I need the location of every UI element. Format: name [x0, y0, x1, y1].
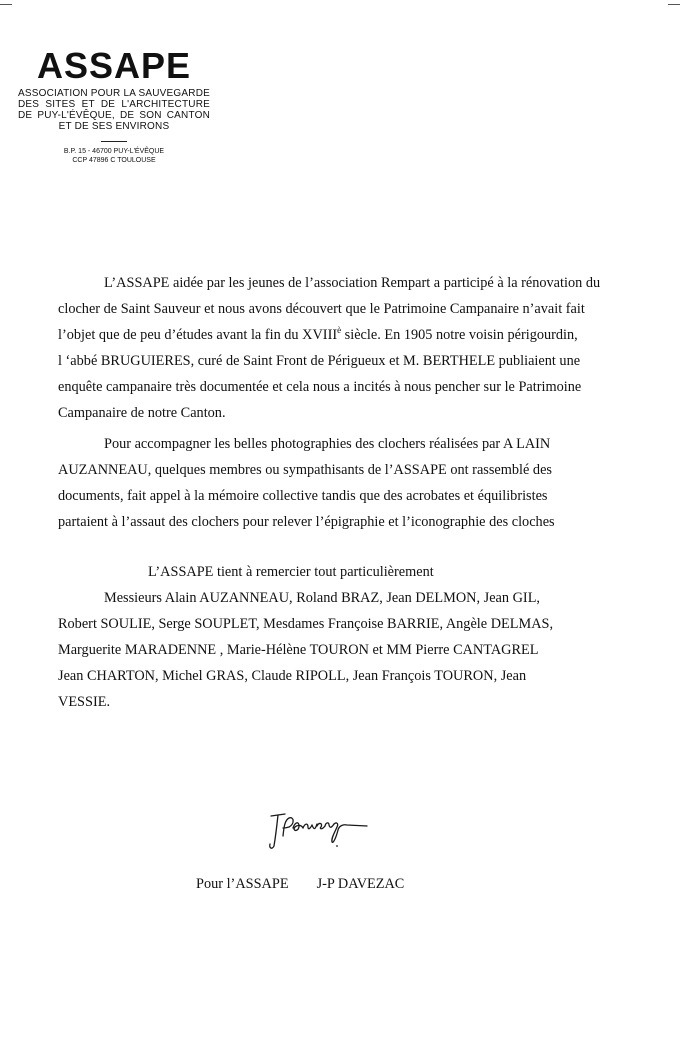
- organization-description-line: DES SITES ET DE L'ARCHITECTURE: [18, 99, 210, 110]
- text-line: Pour accompagner les belles photographies des clochers réalisées par A LAIN: [104, 436, 551, 452]
- paragraph-intro: [58, 270, 640, 426]
- organization-name: ASSAPE: [36, 45, 192, 86]
- letterhead-divider: [101, 141, 127, 142]
- text-line: partaient à l’assaut des clochers pour relever l’épigraphie et l’iconographie des cloches: [58, 514, 555, 530]
- text-line: documents, fait appel à la mémoire collective tandis que des acrobates et équilibristes: [58, 488, 548, 504]
- text-line: L’ASSAPE aidée par les jeunes de l’association Rempart a participé à la rénovation du: [104, 275, 601, 291]
- thanks-names-line: Marguerite MARADENNE , Marie-Hélène TOURON et MM Pierre CANTAGREL: [58, 642, 539, 658]
- text-line: clocher de Saint Sauveur et nous avons découvert que le Patrimoine Campanaire n’avait fait: [58, 301, 585, 317]
- superscript: è: [337, 325, 342, 336]
- text-line: Campanaire de notre Canton.: [58, 405, 226, 421]
- organization-description-line: ET DE SES ENVIRONS: [58, 121, 170, 132]
- scan-edge-mark: [0, 4, 12, 5]
- organization-description-line: ASSOCIATION POUR LA SAUVEGARDE: [18, 88, 210, 99]
- paragraph-thanks: [58, 559, 640, 715]
- scan-edge-mark: [668, 4, 680, 5]
- postal-account: CCP 47896 C TOULOUSE: [72, 157, 156, 164]
- paragraph-photographs: [58, 431, 640, 535]
- signature-line: [196, 876, 404, 893]
- on-behalf-label: Pour l’ASSAPE: [196, 876, 289, 892]
- thanks-names-line: Messieurs Alain AUZANNEAU, Roland BRAZ, Jean DELMON, Jean GIL,: [104, 590, 540, 606]
- letterhead: [18, 46, 210, 165]
- text-line: [58, 322, 640, 348]
- letter-body: [58, 270, 640, 715]
- postal-address: B.P. 15 - 46700 PUY-L'ÉVÊQUE: [63, 148, 165, 155]
- thanks-names-line: Robert SOULIE, Serge SOUPLET, Mesdames Françoise BARRIE, Angèle DELMAS,: [58, 616, 554, 632]
- thanks-names-line: VESSIE.: [58, 694, 111, 710]
- thanks-names-line: Jean CHARTON, Michel GRAS, Claude RIPOLL, Jean François TOURON, Jean: [58, 668, 527, 684]
- text-fragment: l’objet que de peu d’études avant la fin du XVIII: [58, 327, 338, 343]
- text-line: enquête campanaire très documentée et cela nous a incités à nous pencher sur le Patrimoine: [58, 379, 582, 395]
- text-fragment: siècle. En 1905 notre voisin périgourdin,: [341, 327, 578, 343]
- organization-description-line: DE PUY-L'ÉVÊQUE, DE SON CANTON: [18, 110, 210, 121]
- text-line: AUZANNEAU, quelques membres ou sympathisants de l’ASSAPE ont rassemblé des: [58, 462, 552, 478]
- signer-name: J-P DAVEZAC: [316, 876, 405, 892]
- text-line: l ‘abbé BRUGUIERES, curé de Saint Front de Périgueux et M. BERTHELE publiaient une: [58, 353, 581, 369]
- handwritten-signature: [265, 808, 375, 858]
- thanks-heading: L’ASSAPE tient à remercier tout particulièrement: [148, 564, 434, 580]
